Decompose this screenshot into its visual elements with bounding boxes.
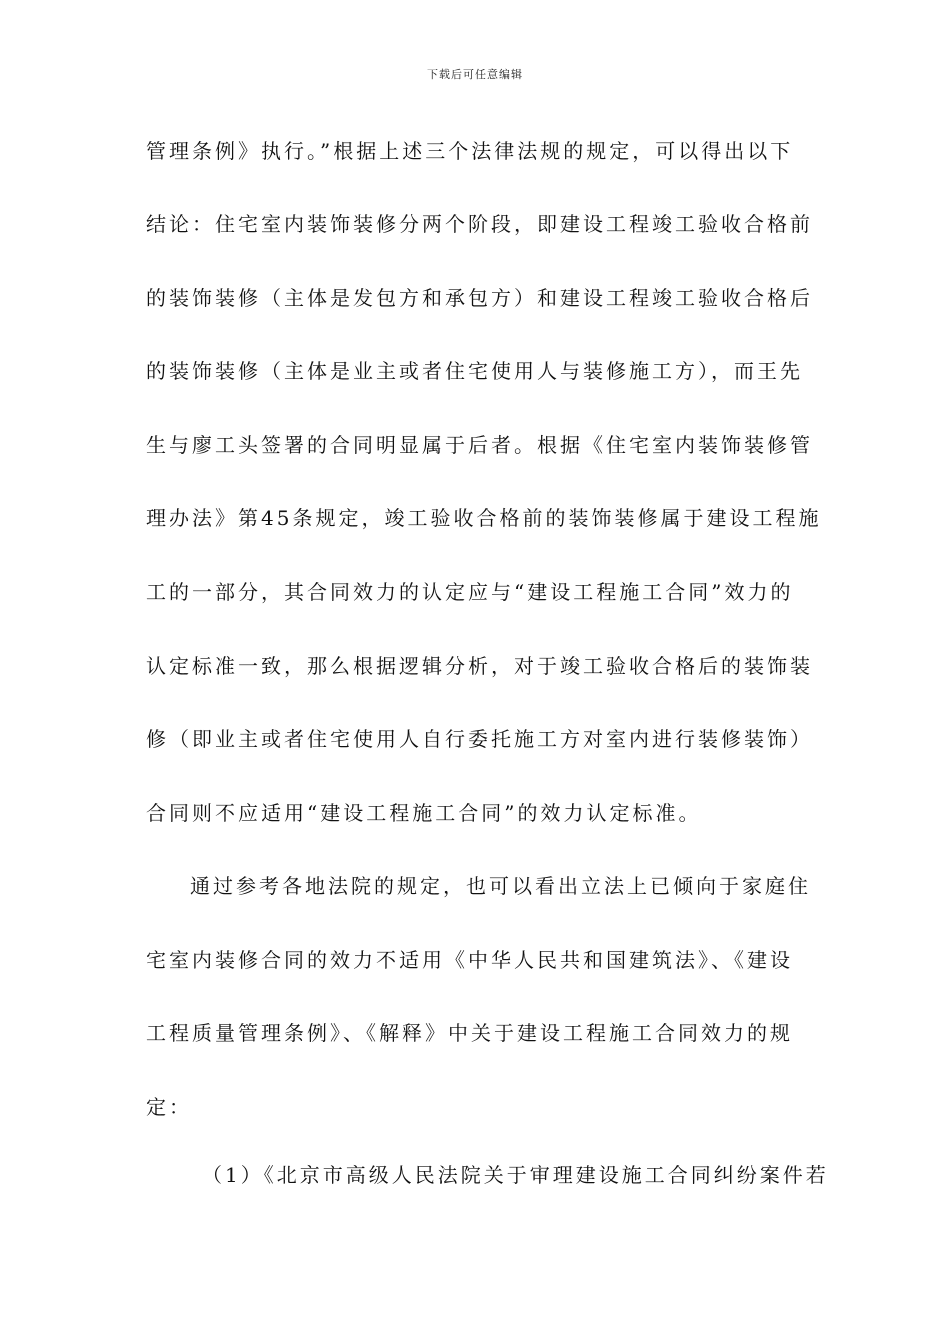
text-line: 工程质量管理条例》、《解释》中关于建设工程施工合同效力的规 xyxy=(146,1021,793,1045)
text-line: 的装饰装修（主体是发包方和承包方）和建设工程竣工验收合格后 xyxy=(146,286,813,310)
text-line: 的装饰装修（主体是业主或者住宅使用人与装修施工方），而王先 xyxy=(146,359,803,383)
text-line: 认定标准一致，那么根据逻辑分析，对于竣工验收合格后的装饰装 xyxy=(146,654,813,678)
text-line: 工的一部分，其合同效力的认定应与“建设工程施工合同”效力的 xyxy=(146,580,794,604)
text-line: 合同则不应适用“建设工程施工合同”的效力认定标准。 xyxy=(146,801,702,825)
text-line: 宅室内装修合同的效力不适用《中华人民共和国建筑法》、《建设 xyxy=(146,948,793,972)
paragraph-first-line: 通过参考各地法院的规定，也可以看出立法上已倾向于家庭住 xyxy=(190,874,811,898)
text-line: 结论：住宅室内装饰装修分两个阶段，即建设工程竣工验收合格前 xyxy=(146,212,813,236)
list-item-first-line: （1）《北京市高级人民法院关于审理建设施工合同纠纷案件若 xyxy=(202,1163,829,1187)
text-line: 定： xyxy=(146,1095,192,1119)
text-line: 管理条例》执行。”根据上述三个法律法规的规定，可以得出以下 xyxy=(146,139,794,163)
text-line: 生与廖工头签署的合同明显属于后者。根据《住宅室内装饰装修管 xyxy=(146,433,813,457)
text-line: 理办法》第45条规定，竣工验收合格前的装饰装修属于建设工程施 xyxy=(146,506,822,530)
text-line: 修（即业主或者住宅使用人自行委托施工方对室内进行装修装饰） xyxy=(146,727,813,751)
page-header: 下载后可任意编辑 xyxy=(427,68,523,81)
